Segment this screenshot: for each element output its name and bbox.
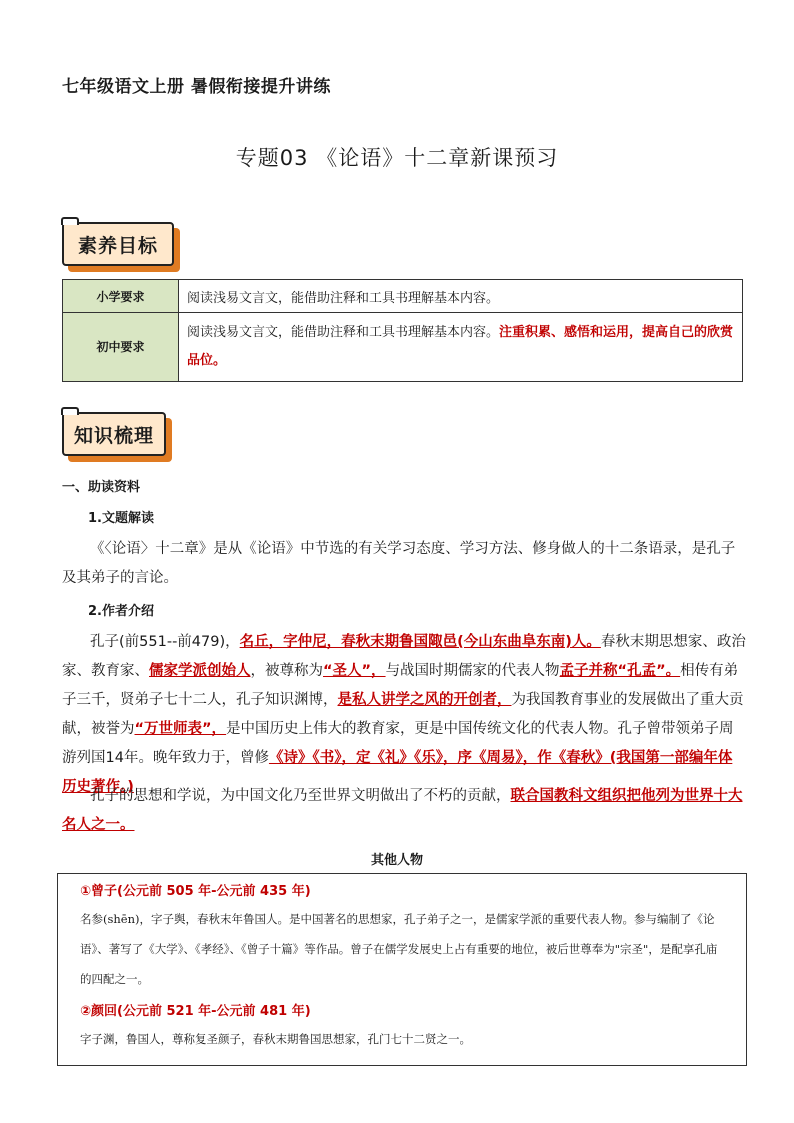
row-text: 阅读浅易文言文，能借助注释和工具书理解基本内容。 [179, 280, 743, 313]
badge-tab-decoration [61, 407, 79, 415]
title-explanation-paragraph: 《〈论语〉十二章》是从《论语》中节选的有关学习态度、学习方法、修身做人的十二条语录，是孔子及其弟子的言论。 [62, 541, 736, 586]
requirements-table [62, 279, 743, 382]
row-label: 初中要求 [63, 313, 179, 382]
person-name: ②颜回(公元前 521 年-公元前 481 年) [80, 1004, 311, 1019]
legacy-paragraph: 孔子的思想和学说，为中国文化乃至世界文明做出了不朽的贡献，联合国教科文组织把他列为世界十大名人之一。 [62, 788, 743, 833]
other-figures-title: 其他人物 [370, 853, 423, 868]
subsection-heading: 2.作者介绍 [88, 604, 154, 619]
person-description: 名参(shēn)，字子舆，春秋末年鲁国人。是中国著名的思想家，孔子弟子之一，是儒家学派的重要代表人物。参与编制了《论语》、著写了《大学》、《孝经》、《曾子十篇》等作品。曾子在儒学发展史上占有重要的地位，被后世尊奉为"宗圣"，是配享孔庙的四配之一。 [80, 912, 718, 986]
badge-label: 知识梳理 [73, 424, 154, 447]
highlight-text: 注重积累、感悟和运用，提高自己的欣赏品位。 [187, 325, 734, 368]
course-header: 七年级语文上册 暑假衔接提升讲练 [62, 77, 331, 97]
author-intro-paragraph: 孔子(前551--前479)，名丘，字仲尼，春秋末期鲁国陬邑(今山东曲阜东南)人。春秋末期思想家、政治家、教育家、儒家学派创始人，被尊称为“圣人”，与战国时期儒家的代表人物孟子并称“孔孟”。相传有弟子三千，贤弟子七十二人，孔子知识渊博，是私人讲学之风的开创者，为我国教育事业的发展做出了重大贡献，被誉为“万世师表”，是中国历史上伟大的教育家，更是中国传统文化的代表人物。孔子曾带领弟子周游列国14年。晚年致力于，曾修《诗》《书》，定《礼》《乐》，序《周易》，作《春秋》(我国第一部编年体历史著作。) [62, 634, 746, 795]
person-description: 字子渊，鲁国人，尊称复圣颜子，春秋末期鲁国思想家，孔门七十二贤之一。 [80, 1032, 471, 1046]
row-text: 阅读浅易文言文，能借助注释和工具书理解基本内容。注重积累、感悟和运用，提高自己的欣赏品位。 [179, 313, 743, 382]
table-row [63, 280, 743, 313]
badge-tab-decoration [61, 217, 79, 225]
table-row [63, 313, 743, 382]
section-heading: 一、助读资料 [62, 480, 141, 495]
person-name: ①曾子(公元前 505 年-公元前 435 年) [80, 884, 311, 899]
page-title: 专题03 《论语》十二章新课预习 [235, 146, 559, 170]
row-label: 小学要求 [63, 280, 179, 313]
section-badge-knowledge [62, 412, 166, 456]
badge-label: 素养目标 [77, 234, 158, 257]
subsection-heading: 1.文题解读 [88, 511, 154, 526]
section-badge-goals [62, 222, 174, 266]
other-figures-box [57, 873, 747, 1066]
